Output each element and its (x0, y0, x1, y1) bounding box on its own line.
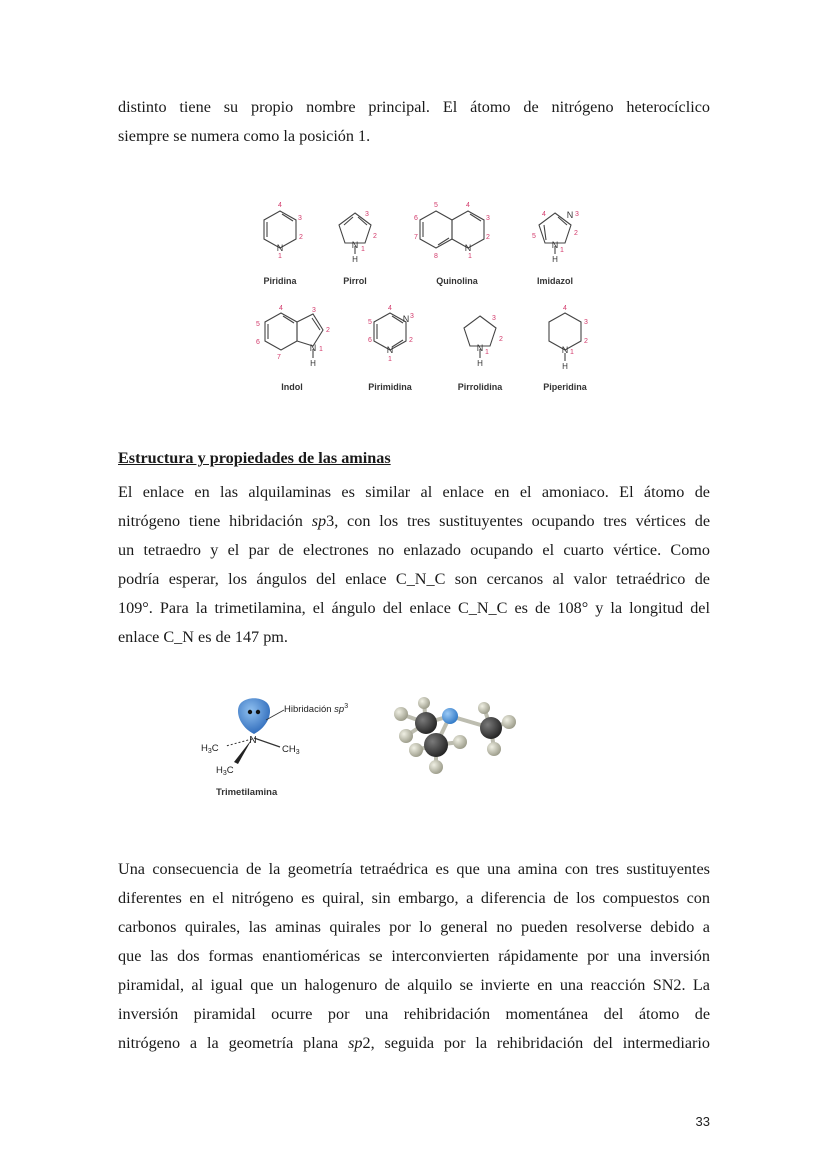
atom-label: N (402, 314, 410, 324)
hybrid-label: Hibridación $sp^3$ (284, 703, 349, 715)
n-atom-label: N (249, 735, 257, 746)
atom-label: N (476, 343, 484, 353)
intro-line: distinto tiene su propio nombre principal. El átomo de nitrógeno heterocíclico (118, 98, 710, 116)
text-line: un tetraedro y el par de electrones no enlazado ocupando el cuarto vértice. Como (118, 541, 710, 559)
svg-text:2: 2 (584, 338, 588, 345)
trimethylamine-svg (196, 692, 526, 804)
svg-text:3: 3 (312, 307, 316, 314)
ch3-label: $CH_3$ (282, 744, 300, 756)
text-line: nitrógeno a la geometría plana sp2, seguida por la rehibridación del intermediario (118, 1034, 710, 1052)
text-line: El enlace en las alquilaminas es similar al enlace en el amoniaco. El átomo de (118, 483, 710, 501)
svg-text:3: 3 (584, 319, 588, 326)
atom-label: N (386, 345, 394, 355)
intro-line: siempre se numera como la posición 1. (118, 127, 371, 145)
svg-text:4: 4 (563, 305, 567, 312)
text-line: 109°. Para la trimetilamina, el ángulo del enlace C_N_C es de 108° y la longitud del (118, 599, 710, 617)
svg-text:8: 8 (434, 253, 438, 260)
svg-text:4: 4 (278, 202, 282, 209)
section-heading: Estructura y propiedades de las aminas (118, 449, 391, 467)
svg-text:1: 1 (361, 246, 365, 253)
section-paragraph (118, 478, 710, 652)
svg-text:5: 5 (368, 319, 372, 326)
atom-label: N (551, 240, 559, 250)
trimethylamine-figure (196, 692, 526, 804)
lone-pair-lobe (238, 698, 270, 734)
text-line: inversión piramidal ocurre por una rehibridación momentánea del átomo de (118, 1005, 710, 1023)
text-line: nitrógeno tiene hibridación sp3, con los tres sustituyentes ocupando tres vértices de (118, 512, 710, 530)
h-label: H (352, 255, 358, 264)
compound-name: Pirrol (343, 276, 367, 286)
compound-name: Imidazol (536, 276, 574, 286)
svg-text:1: 1 (560, 247, 564, 254)
compound-name: Pirimidina (368, 382, 412, 392)
svg-text:3: 3 (410, 313, 414, 320)
compound-name: Piperidina (543, 382, 587, 392)
svg-text:2: 2 (409, 337, 413, 344)
compound-name: Pirrolidina (457, 382, 503, 392)
svg-text:3: 3 (365, 211, 369, 218)
atom-label: N (561, 345, 569, 355)
svg-text:5: 5 (256, 321, 260, 328)
text-line: Una consecuencia de la geometría tetraédrica es que una amina con tres sustituyentes (118, 860, 710, 878)
svg-text:2: 2 (373, 233, 377, 240)
svg-text:7: 7 (277, 354, 281, 361)
heterocycles-svg (240, 196, 600, 400)
text-line: que las dos formas enantioméricas se interconvierten rápidamente por una inversión (118, 947, 710, 965)
svg-text:3: 3 (492, 315, 496, 322)
trimethylamine-name: Trimetilamina (216, 787, 278, 798)
text-line: carbonos quirales, las aminas quirales por lo general no pueden resolverse debido a (118, 918, 710, 936)
h-label: H (552, 255, 558, 264)
svg-text:2: 2 (326, 327, 330, 334)
svg-text:4: 4 (542, 211, 546, 218)
svg-text:5: 5 (434, 202, 438, 209)
svg-text:1: 1 (570, 349, 574, 356)
h-label: H (562, 362, 568, 371)
svg-text:1: 1 (388, 356, 392, 363)
svg-text:2: 2 (574, 230, 578, 237)
svg-text:6: 6 (256, 339, 260, 346)
svg-text:4: 4 (279, 305, 283, 312)
compound-name: Quinolina (436, 276, 478, 286)
svg-text:4: 4 (466, 202, 470, 209)
atom-label: N (464, 243, 472, 253)
svg-text:6: 6 (414, 215, 418, 222)
heterocycles-figure (240, 196, 600, 400)
atom-label: N (566, 210, 574, 220)
svg-text:1: 1 (278, 253, 282, 260)
h3c-left-label: $H_3C$ (201, 743, 219, 755)
svg-text:2: 2 (299, 234, 303, 241)
intro-paragraph (118, 93, 710, 151)
body-paragraph-2 (118, 855, 710, 1058)
ball-and-stick-model (394, 697, 516, 774)
svg-text:2: 2 (499, 336, 503, 343)
text-line: piramidal, al igual que un halogenuro de alquilo se invierte en una reacción SN2. La (118, 976, 710, 994)
page-number: 33 (695, 1114, 710, 1129)
svg-text:1: 1 (319, 346, 323, 353)
svg-text:6: 6 (368, 337, 372, 344)
atom-label: N (276, 243, 284, 253)
svg-text:5: 5 (532, 233, 536, 240)
svg-text:3: 3 (298, 215, 302, 222)
atom-label: N (309, 343, 317, 353)
svg-text:4: 4 (388, 305, 392, 312)
svg-text:3: 3 (486, 215, 490, 222)
compound-name: Piridina (263, 276, 297, 286)
svg-text:1: 1 (468, 253, 472, 260)
h-label: H (310, 359, 316, 368)
text-line: enlace C_N es de 147 pm. (118, 628, 288, 646)
text-line: diferentes en el nitrógeno es quiral, sin embargo, a diferencia de los compuestos con (118, 889, 710, 907)
h3c-bottom-label: $H_3C$ (216, 765, 234, 777)
svg-text:7: 7 (414, 234, 418, 241)
svg-text:1: 1 (485, 349, 489, 356)
h-label: H (477, 359, 483, 368)
atom-label: N (351, 240, 359, 250)
svg-text:3: 3 (575, 211, 579, 218)
svg-text:2: 2 (486, 234, 490, 241)
compound-name: Indol (281, 382, 303, 392)
text-line: podría esperar, los ángulos del enlace C_N_C son cercanos al valor tetraédrico de (118, 570, 710, 588)
